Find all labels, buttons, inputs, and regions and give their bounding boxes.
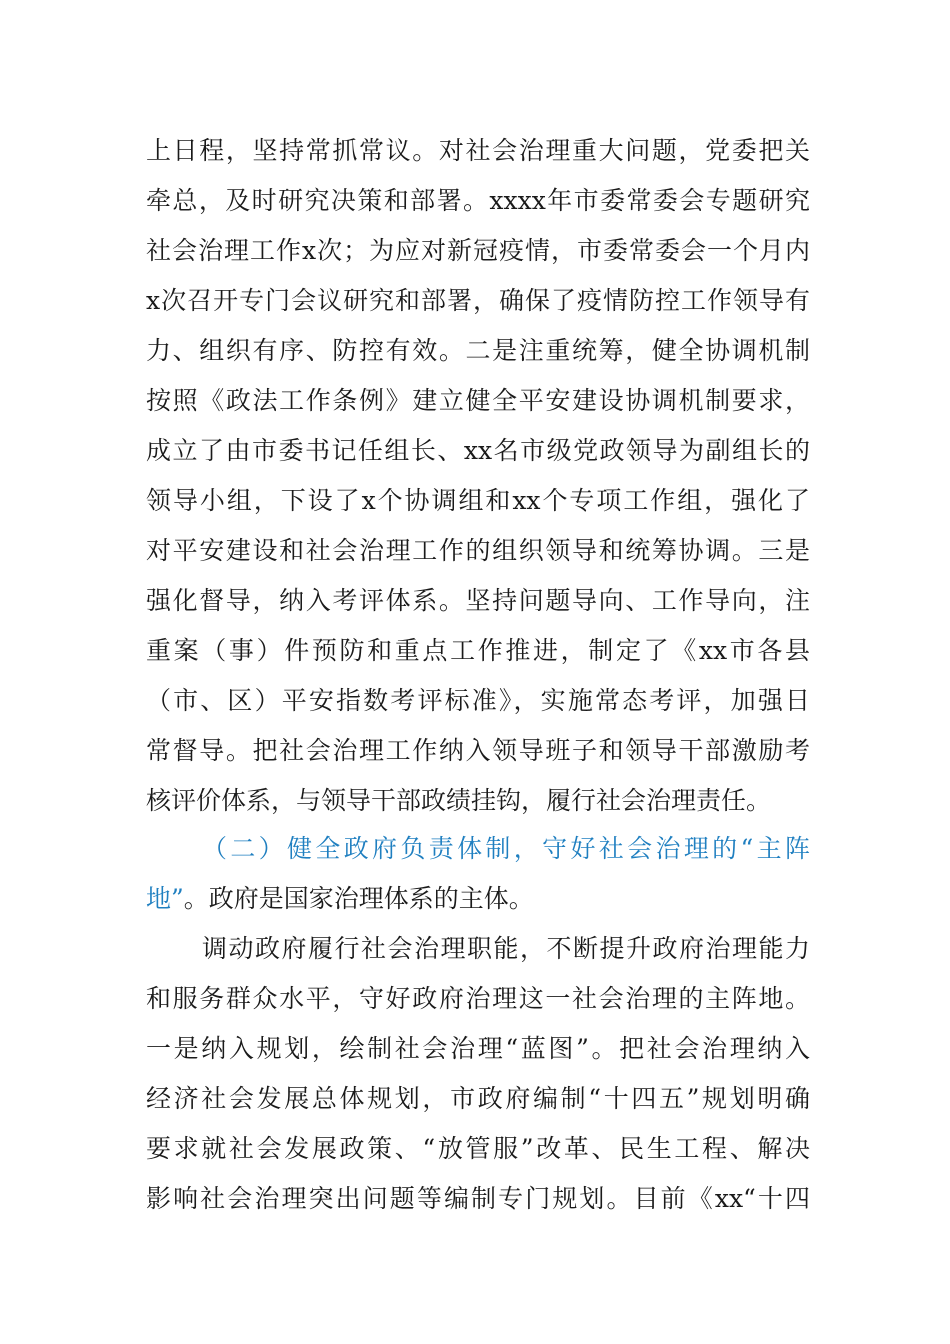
- paragraph-line: 影响社会治理突出问题等编制专门规划。目前《xx“十四: [146, 1184, 810, 1213]
- paragraph-line: 牵总，及时研究决策和部署。xxxx年市委常委会专题研究: [146, 186, 810, 215]
- paragraph-line: 对平安建设和社会治理工作的组织领导和统筹协调。三是: [146, 536, 810, 565]
- paragraph-line: x次召开专门会议研究和部署，确保了疫情防控工作领导有: [146, 286, 810, 315]
- section-heading-line: （二）健全政府负责体制，守好社会治理的“主阵: [202, 834, 810, 863]
- section-heading-2: [146, 824, 810, 924]
- paragraph-line: 社会治理工作x次；为应对新冠疫情，市委常委会一个月内: [146, 236, 810, 265]
- paragraph-line: 上日程，坚持常抓常议。对社会治理重大问题，党委把关: [146, 136, 810, 165]
- paragraph-line: 经济社会发展总体规划，市政府编制“十四五”规划明确: [146, 1084, 810, 1113]
- paragraph-line: 重案（事）件预防和重点工作推进，制定了《xx市各县: [146, 636, 810, 665]
- paragraph-line: 成立了由市委书记任组长、xx名市级党政领导为副组长的: [146, 436, 810, 465]
- section-lead-sentence: 。政府是国家治理体系的主体。: [183, 884, 534, 913]
- paragraph-line: 按照《政法工作条例》建立健全平安建设协调机制要求，: [146, 386, 810, 415]
- paragraph-line: 和服务群众水平，守好政府治理这一社会治理的主阵地。: [146, 984, 810, 1013]
- paragraph-line: （市、区）平安指数考评标准》，实施常态考评，加强日: [146, 686, 810, 715]
- paragraph-line: 常督导。把社会治理工作纳入领导班子和领导干部激励考: [146, 736, 810, 765]
- body-paragraph-2: [146, 924, 810, 1224]
- section-heading-line-2: [146, 874, 810, 924]
- paragraph-line: 核评价体系，与领导干部政绩挂钩，履行社会治理责任。: [146, 786, 772, 815]
- section-heading-tail: 地”: [146, 884, 184, 913]
- paragraph-line: 调动政府履行社会治理职能，不断提升政府治理能力: [202, 934, 810, 963]
- body-paragraph-1: [146, 126, 810, 826]
- paragraph-line: 要求就社会发展政策、“放管服”改革、民生工程、解决: [146, 1134, 810, 1163]
- paragraph-line: 领导小组，下设了x个协调组和xx个专项工作组，强化了: [146, 486, 810, 515]
- paragraph-line: 一是纳入规划，绘制社会治理“蓝图”。把社会治理纳入: [146, 1034, 810, 1063]
- paragraph-line: 强化督导，纳入考评体系。坚持问题导向、工作导向，注: [146, 586, 810, 615]
- paragraph-line: 力、组织有序、防控有效。二是注重统筹，健全协调机制: [146, 336, 810, 365]
